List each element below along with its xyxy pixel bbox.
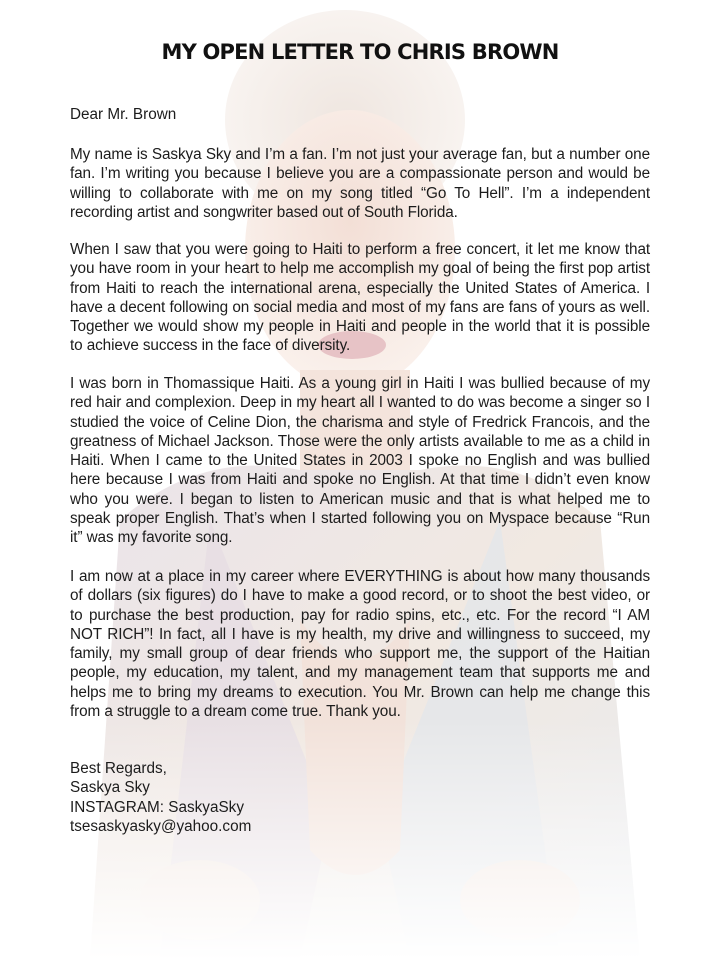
letter-title: MY OPEN LETTER TO CHRIS BROWN (161, 40, 559, 64)
paragraph-haiti-concert: When I saw that you were going to Haiti to perform a free concert, it let me know that you have room in your heart to help me accomplish my goal of being the first pop artist from Haiti to reach the international arena, especially the United States of America. I have a decent following on social media and most of my fans are fans of yours as well. Together we would show my people in Haiti and people in the world that it is possible to achieve success in the face of diversity. (70, 241, 650, 355)
paragraph-background: I was born in Thomassique Haiti. As a young girl in Haiti I was bullied because of my red hair and complexion. Deep in my heart all I wanted to do was become a singer so I studied the voice of Celine Dion, the charisma and style of Fredrick Francois, and the greatness of Michael Jackson. Those were the only artists available to me as a child in Haiti. When I came to the United States in 2003 I spoke no English and was bullied here because I was from Haiti and spoke no English. At that time I didn’t even know who you were. I began to listen to American music and that is what helped me to speak proper English. That’s when I started following you on Myspace because “Run it” was my favorite song. (70, 375, 650, 547)
salutation: Dear Mr. Brown (70, 106, 177, 123)
paragraph-career: I am now at a place in my career where EVERYTHING is about how many thousands of dollars (six figures) do I have to make a good record, or to shoot the best video, or to purchase the best production, pay for radio spins, etc., etc. For the record “I AM NOT RICH”! In fact, all I have is my health, my drive and willingness to succeed, my family, my small group of dear friends who support me, the support of the Haitian people, my education, my talent, and my management team that supports me and helps me to bring my dreams to execution. You Mr. Brown can help me change this from a struggle to a dream come true. Thank you. (70, 568, 650, 721)
signature-block (70, 759, 251, 836)
closing: Best Regards, (70, 760, 167, 777)
paragraph-introduction: My name is Saskya Sky and I’m a fan. I’m not just your average fan, but a number one fan. I’m writing you because I believe you are a compassionate person and would be willing to collaborate with me on my song titled “Go To Hell”. I’m a independent recording artist and songwriter based out of South Florida. (70, 146, 650, 221)
email-address: tsesaskyasky@yahoo.com (70, 817, 252, 835)
signature-name: Saskya Sky (70, 779, 150, 797)
instagram-handle: INSTAGRAM: SaskyaSky (70, 798, 244, 816)
